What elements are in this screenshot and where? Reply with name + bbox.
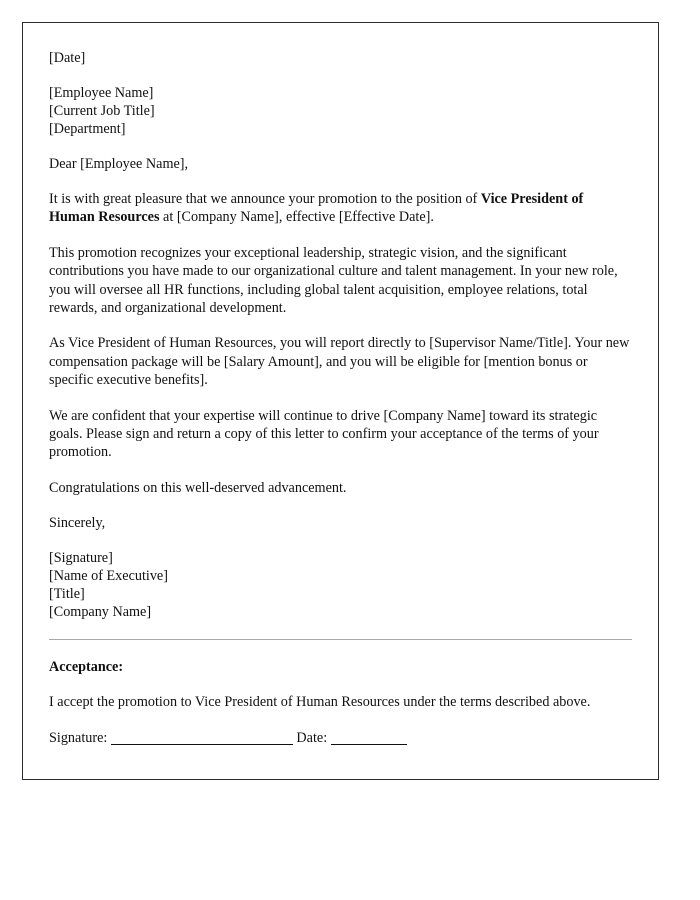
spacer [49, 640, 632, 658]
paragraph-congratulations: Congratulations on this well-deserved advancement. [49, 479, 347, 496]
recipient-job-title: [Current Job Title] [49, 103, 155, 119]
signature-placeholder: [Signature] [49, 550, 113, 567]
acceptance-statement: I accept the promotion to Vice President of Human Resources under the terms described above. [49, 694, 591, 711]
spacer [49, 497, 632, 514]
date-line: [Date] [49, 50, 86, 66]
letter-page [22, 22, 659, 780]
spacer [49, 173, 632, 190]
spacer [49, 138, 632, 155]
recipient-name: [Employee Name] [49, 85, 154, 101]
announcement-text-pre: It is with great pleasure that we announce your promotion to the position of [49, 191, 481, 207]
paragraph-announcement [49, 190, 632, 227]
spacer [49, 532, 632, 549]
new-position-title: Vice President of Human Resources [49, 191, 584, 226]
acceptance-signature-row [49, 729, 632, 747]
spacer [49, 227, 632, 244]
company-name: [Company Name] [49, 604, 152, 621]
spacer [49, 462, 632, 479]
date-label: Date: [296, 729, 328, 746]
spacer [49, 67, 632, 84]
salutation: Dear [Employee Name], [49, 156, 189, 172]
paragraph-reporting: As Vice President of Human Resources, you will report directly to [Supervisor Name/Title]. Your new compensation package will be [Salary Amount], and you will be eligible for [mention bonus or specific executive benefits]. [49, 335, 630, 389]
spacer [49, 317, 632, 334]
spacer [49, 712, 632, 729]
signature-label: Signature: [49, 729, 108, 746]
paragraph-recognition: This promotion recognizes your exceptional leadership, strategic vision, and the significant contributions you have made to our organizational culture and talent management. In your new role, you will oversee all HR functions, including global talent acquisition, employee relations, total rewards, and organizational development. [49, 244, 618, 317]
acceptance-heading: Acceptance: [49, 659, 124, 676]
announcement-text-post: at [Company Name], effective [Effective Date]. [159, 209, 434, 226]
spacer [49, 676, 632, 693]
recipient-department: [Department] [49, 121, 126, 137]
date-write-line[interactable] [331, 744, 407, 745]
executive-title: [Title] [49, 586, 85, 603]
executive-name: [Name of Executive] [49, 568, 168, 585]
signature-write-line[interactable] [111, 744, 293, 745]
spacer [49, 390, 632, 407]
letter-body [23, 23, 658, 747]
paragraph-confidence: We are confident that your expertise will continue to drive [Company Name] toward its strategic goals. Please sign and return a copy of this letter to confirm your acceptance of the terms of your promotion. [49, 407, 599, 461]
valediction: Sincerely, [49, 515, 106, 532]
